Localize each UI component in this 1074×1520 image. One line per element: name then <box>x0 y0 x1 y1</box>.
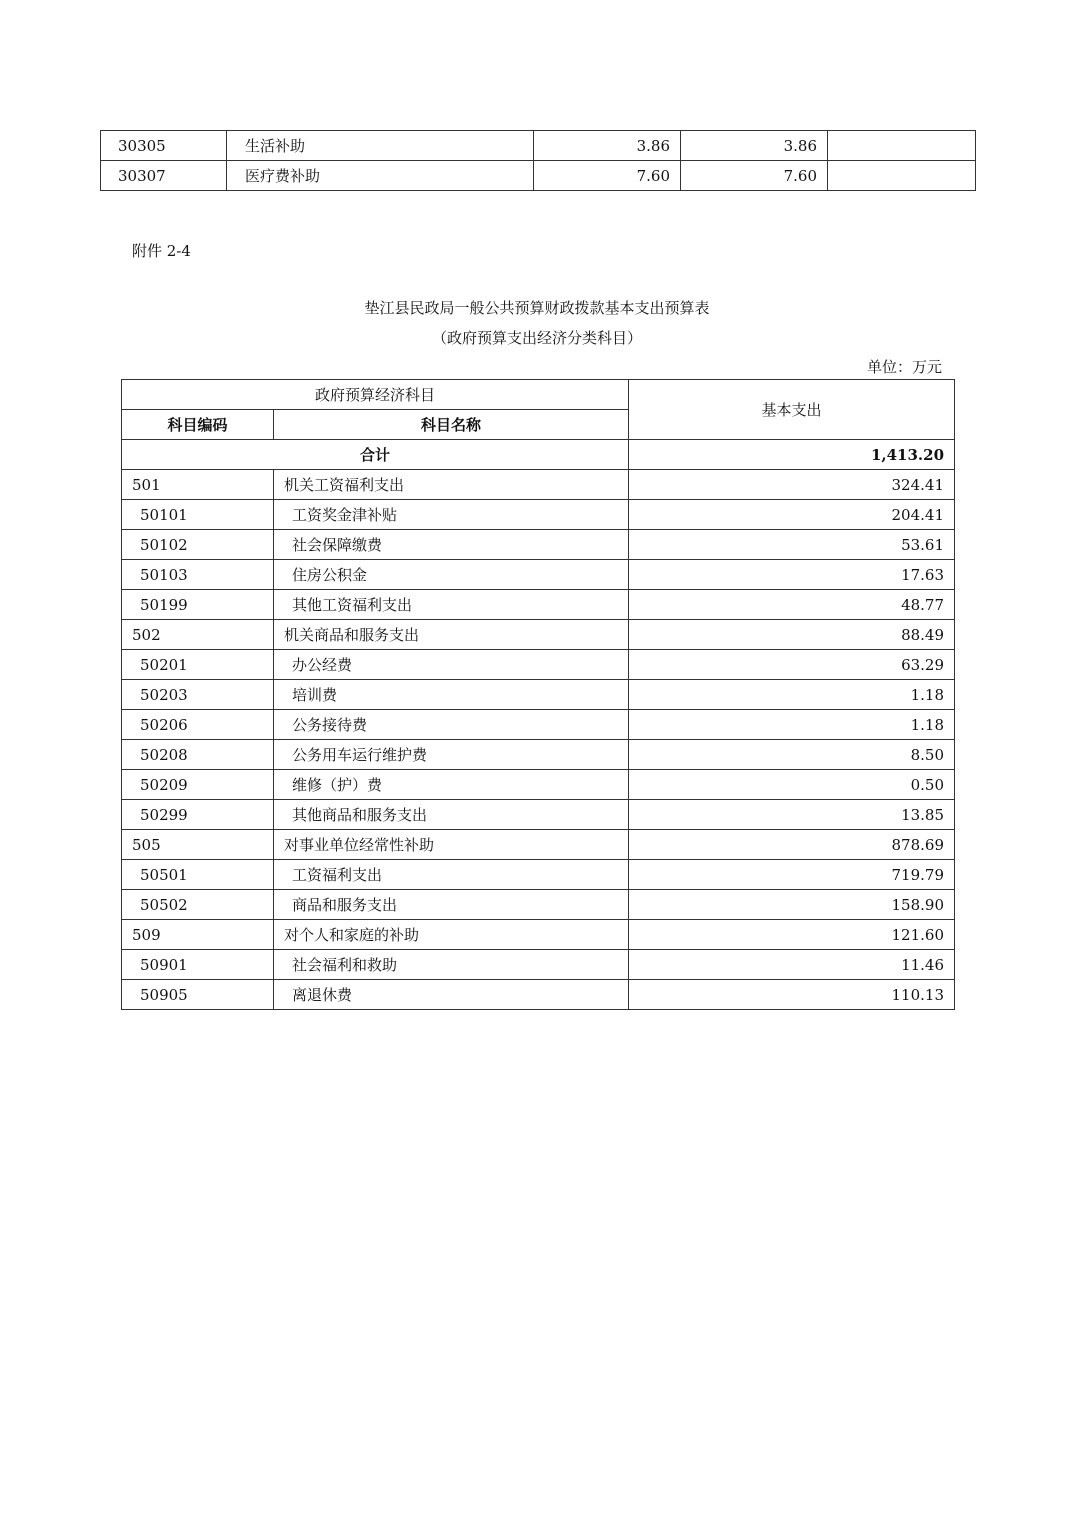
row-name: 离退休费 <box>274 980 629 1010</box>
row-name: 生活补助 <box>227 131 534 161</box>
row-value: 110.13 <box>629 980 955 1010</box>
row-code: 50203 <box>122 680 274 710</box>
row-code: 502 <box>122 620 274 650</box>
table-row <box>122 920 955 950</box>
page-subtitle: （政府预算支出经济分类科目） <box>431 329 642 347</box>
row-code: 50502 <box>122 890 274 920</box>
row-name: 机关工资福利支出 <box>274 470 629 500</box>
row-value: 53.61 <box>629 530 955 560</box>
row-name: 商品和服务支出 <box>274 890 629 920</box>
row-code: 50208 <box>122 740 274 770</box>
table-row <box>122 740 955 770</box>
total-row <box>122 440 955 470</box>
row-name: 其他工资福利支出 <box>274 590 629 620</box>
row-code: 509 <box>122 920 274 950</box>
table-row <box>122 650 955 680</box>
row-code: 50501 <box>122 860 274 890</box>
table-row <box>122 830 955 860</box>
row-code: 30307 <box>101 161 227 191</box>
budget-table <box>121 379 955 1010</box>
page-title: 垫江县民政局一般公共预算财政拨款基本支出预算表 <box>364 299 710 317</box>
row-code: 30305 <box>101 131 227 161</box>
row-name: 社会保障缴费 <box>274 530 629 560</box>
row-value: 121.60 <box>629 920 955 950</box>
row-value: 324.41 <box>629 470 955 500</box>
row-code: 50901 <box>122 950 274 980</box>
table-row <box>122 950 955 980</box>
row-name: 其他商品和服务支出 <box>274 800 629 830</box>
table-row <box>122 590 955 620</box>
unit-label: 单位：万元 <box>866 358 942 376</box>
table-row <box>122 560 955 590</box>
code-header: 科目编码 <box>122 410 274 440</box>
table-row <box>122 800 955 830</box>
table-row <box>122 680 955 710</box>
row-name: 工资福利支出 <box>274 860 629 890</box>
row-value: 88.49 <box>629 620 955 650</box>
row-name: 对个人和家庭的补助 <box>274 920 629 950</box>
row-value: 17.63 <box>629 560 955 590</box>
row-value: 1.18 <box>629 710 955 740</box>
row-value-3 <box>828 161 976 191</box>
row-value-2: 7.60 <box>681 161 828 191</box>
row-code: 50102 <box>122 530 274 560</box>
table-row <box>122 770 955 800</box>
table-row <box>122 500 955 530</box>
attachment-label: 附件 2-4 <box>132 242 191 260</box>
table-row <box>101 131 976 161</box>
row-code: 50905 <box>122 980 274 1010</box>
name-header: 科目名称 <box>274 410 629 440</box>
row-value: 878.69 <box>629 830 955 860</box>
group-header: 政府预算经济科目 <box>122 380 629 410</box>
row-value: 158.90 <box>629 890 955 920</box>
amount-header: 基本支出 <box>629 380 955 440</box>
row-value: 719.79 <box>629 860 955 890</box>
row-name: 培训费 <box>274 680 629 710</box>
row-name: 机关商品和服务支出 <box>274 620 629 650</box>
table-row <box>122 470 955 500</box>
row-value-2: 3.86 <box>681 131 828 161</box>
row-name: 办公经费 <box>274 650 629 680</box>
table-row <box>122 980 955 1010</box>
row-value: 0.50 <box>629 770 955 800</box>
table-row <box>122 860 955 890</box>
row-code: 50299 <box>122 800 274 830</box>
row-value: 48.77 <box>629 590 955 620</box>
row-value-1: 3.86 <box>534 131 681 161</box>
row-code: 501 <box>122 470 274 500</box>
row-value-3 <box>828 131 976 161</box>
table-row <box>122 890 955 920</box>
row-value: 11.46 <box>629 950 955 980</box>
previous-table <box>100 130 976 191</box>
total-label: 合计 <box>122 440 629 470</box>
row-code: 50103 <box>122 560 274 590</box>
table-row <box>122 530 955 560</box>
row-code: 50206 <box>122 710 274 740</box>
row-name: 维修（护）费 <box>274 770 629 800</box>
table-row <box>101 161 976 191</box>
row-code: 50101 <box>122 500 274 530</box>
row-name: 公务接待费 <box>274 710 629 740</box>
total-value: 1,413.20 <box>629 440 955 470</box>
table-row <box>122 710 955 740</box>
row-code: 50201 <box>122 650 274 680</box>
row-name: 社会福利和救助 <box>274 950 629 980</box>
header-row <box>122 380 955 410</box>
row-value-1: 7.60 <box>534 161 681 191</box>
row-code: 505 <box>122 830 274 860</box>
row-value: 8.50 <box>629 740 955 770</box>
row-value: 63.29 <box>629 650 955 680</box>
row-name: 工资奖金津补贴 <box>274 500 629 530</box>
row-name: 对事业单位经常性补助 <box>274 830 629 860</box>
row-value: 13.85 <box>629 800 955 830</box>
row-name: 公务用车运行维护费 <box>274 740 629 770</box>
row-value: 204.41 <box>629 500 955 530</box>
row-name: 医疗费补助 <box>227 161 534 191</box>
row-code: 50209 <box>122 770 274 800</box>
table-row <box>122 620 955 650</box>
row-value: 1.18 <box>629 680 955 710</box>
row-code: 50199 <box>122 590 274 620</box>
row-name: 住房公积金 <box>274 560 629 590</box>
